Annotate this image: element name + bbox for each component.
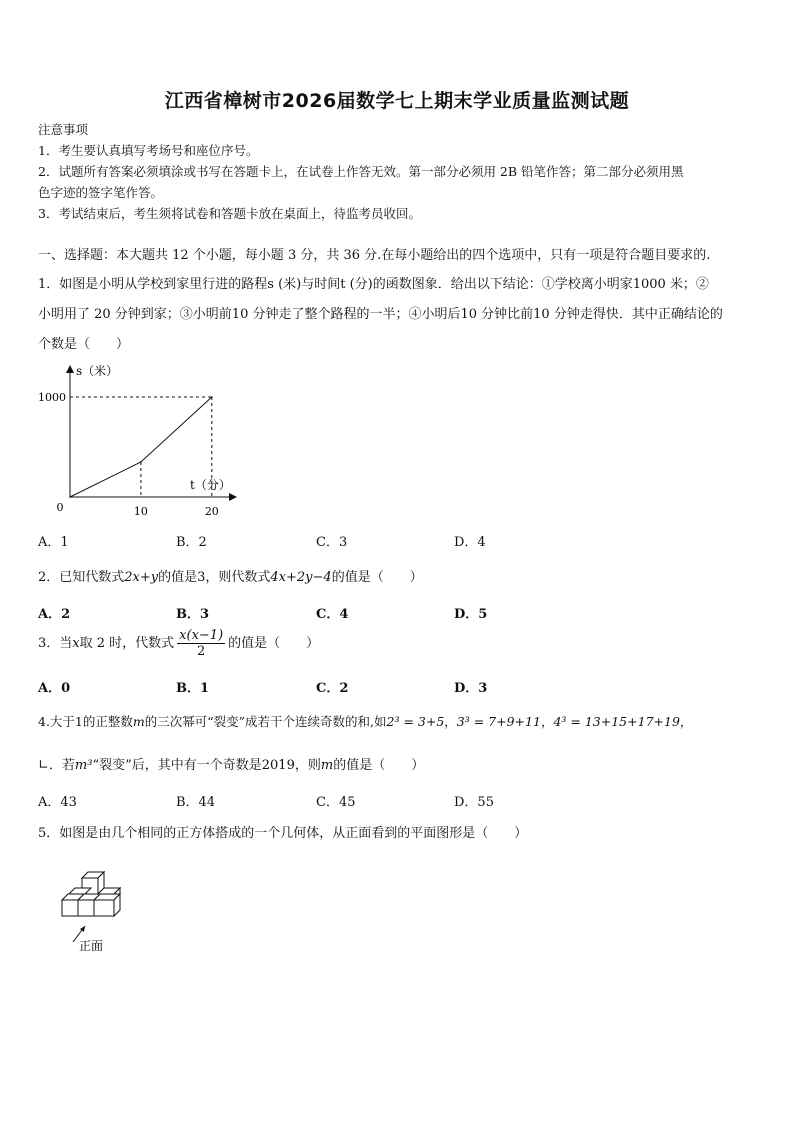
q4-line1: 4.大于1的正整数m的三次幂可“裂变”成若干个连续奇数的和,如2³ = 3+5，3³ = 7+9+11，4³ = 13+15+17+19，: [38, 714, 693, 729]
q4-m3: m³: [74, 758, 93, 773]
q4-option-a[interactable]: A．43: [38, 795, 77, 810]
front-label: 正面: [79, 939, 104, 953]
q4-prefix: 4.大于1的正整数: [38, 714, 133, 729]
q4-eq1: 2³ = 3+5: [386, 714, 445, 729]
q3-option-b[interactable]: B．1: [176, 681, 210, 696]
q1-line2: 小明用了 20 分钟到家；③小明前10 分钟走了整个路程的一半；④小明后10 分钟比前10 分钟走得快．其中正确结论的: [38, 307, 723, 322]
section-heading: 一、选择题：本大题共 12 个小题，每小题 3 分，共 36 分.在每小题给出的四个选项中，只有一项是符合题目要求的.: [38, 248, 711, 263]
q3-fraction-denominator: 2: [197, 644, 206, 659]
q1-option-d[interactable]: D．4: [454, 535, 486, 550]
q2-suffix: 的值是（ ）: [331, 570, 423, 585]
q4-eq2: 3³ = 7+9+11: [456, 714, 541, 729]
q2-mid: 的值是3，则代数式: [158, 570, 271, 585]
y-tick-label-1000: 1000: [38, 391, 66, 404]
q1-distance-time-chart: [30, 355, 250, 525]
q2-stem: [38, 566, 423, 585]
q2-option-a[interactable]: A．2: [38, 607, 71, 622]
q4-option-b[interactable]: B．44: [176, 795, 216, 810]
q4-number: 2019: [261, 758, 295, 773]
q3-suffix: 的值是（ ）: [228, 636, 320, 651]
q4-line2-mid2: ，则: [294, 758, 321, 773]
q2-option-d[interactable]: D．5: [454, 607, 488, 622]
x-tick-label-10: 10: [133, 505, 148, 518]
q4-m: m: [132, 714, 145, 729]
q1-option-b[interactable]: B．2: [176, 535, 207, 550]
q2-prefix: 2．已知代数式: [38, 570, 125, 585]
q4-mid: 的三次幂可“裂变”成若干个连续奇数的和,如: [144, 714, 387, 729]
q2-expr1: 2x+y: [124, 570, 159, 585]
x-tick-label-20: 20: [204, 505, 219, 518]
q1-option-c[interactable]: C．3: [316, 535, 348, 550]
q4-line2-suffix: 的值是（ ）: [333, 758, 425, 773]
q3-fraction-numerator: x(x−1): [179, 628, 224, 643]
q5-stem: 5．如图是由几个相同的正方体搭成的一个几何体，从正面看到的平面图形是（ ）: [38, 826, 528, 841]
q3-var: x: [72, 636, 80, 651]
x-axis-label: t（分）: [190, 478, 231, 492]
notice-item-1: 1．考生要认真填写考场号和座位序号。: [38, 143, 259, 158]
q4-m-2: m: [320, 758, 334, 773]
notice-item-2: 2．试题所有答案必须填涂或书写在答题卡上，在试卷上作答无效。第一部分必须用 2B 铅笔作答；第二部分必须用黑: [38, 164, 684, 179]
y-axis-label: s（米）: [76, 364, 119, 378]
notice-item-3: 3．考试结束后，考生须将试卷和答题卡放在桌面上，待监考员收回。: [38, 206, 421, 221]
q3-fraction: [177, 628, 225, 659]
q3-prefix: 3．当: [38, 636, 73, 651]
x-tick-label-0: 0: [56, 501, 64, 514]
q4-eq3: 4³ = 13+15+17+19: [553, 714, 680, 729]
q1-option-a[interactable]: A．1: [38, 535, 69, 550]
q4-line2: [38, 754, 424, 773]
q4-line2-prefix: ∟．若: [38, 758, 75, 773]
q2-option-c[interactable]: C．4: [316, 607, 349, 622]
q3-option-d[interactable]: D．3: [454, 681, 488, 696]
q3-stem: [38, 628, 319, 659]
cube-stack: [62, 872, 120, 916]
q4-line2-mid: “裂变”后，其中有一个奇数是: [92, 758, 262, 773]
q3-option-c[interactable]: C．2: [316, 681, 349, 696]
q5-cubes-figure: [55, 864, 135, 956]
notice-heading: 注意事项: [38, 122, 89, 137]
q1-line1: 1．如图是小明从学校到家里行进的路程s (米)与时间t (分)的函数图象．给出以下结论：①学校离小明家1000 米；②: [38, 277, 709, 292]
q1-line3: 个数是（ ）: [38, 337, 130, 352]
q2-option-b[interactable]: B．3: [176, 607, 210, 622]
page-title: 江西省樟树市2026届数学七上期末学业质量监测试题: [164, 90, 630, 112]
q4-option-c[interactable]: C．45: [316, 795, 356, 810]
q2-expr2: 4x+2y−4: [270, 570, 332, 585]
q3-option-a[interactable]: A．0: [38, 681, 71, 696]
q3-mid: 取 2 时，代数式: [79, 636, 175, 651]
notice-item-2-cont: 色字迹的签字笔作答。: [38, 185, 164, 200]
q4-option-d[interactable]: D．55: [454, 795, 494, 810]
